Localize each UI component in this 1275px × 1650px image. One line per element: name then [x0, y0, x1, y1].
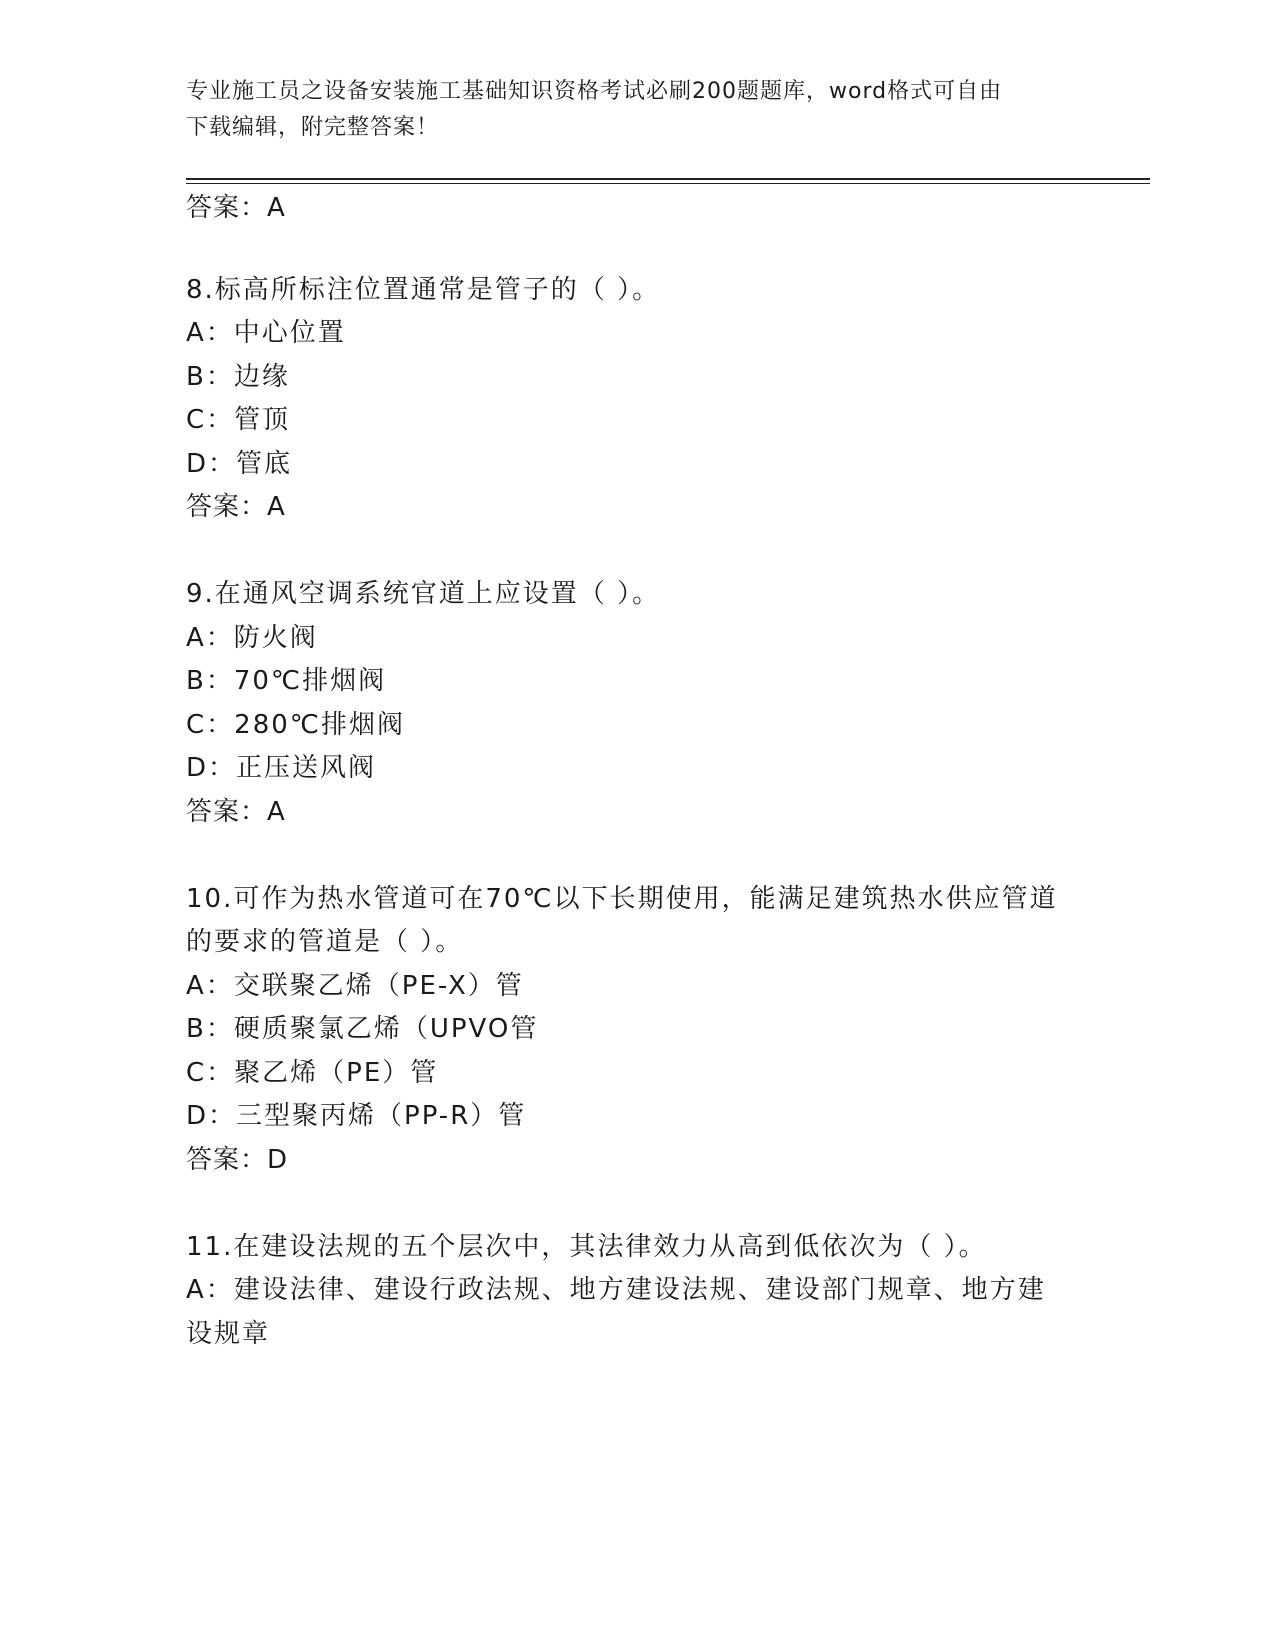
question-stem: 8.标高所标注位置通常是管子的（ ）。 — [186, 275, 661, 305]
answer-line: 答案：D — [186, 1145, 289, 1175]
question-stem: 11.在建设法规的五个层次中，其法律效力从高到低依次为（ ）。 — [186, 1232, 987, 1262]
option-d: D：三型聚丙烯（PP-R）管 — [186, 1101, 527, 1131]
option-a: A：建设法律、建设行政法规、地方建设法规、建设部门规章、地方建 — [186, 1275, 1046, 1305]
option-b: B：硬质聚氯乙烯（UPVO管 — [186, 1014, 539, 1044]
header-rule-thin — [186, 183, 1150, 184]
option-c: C：聚乙烯（PE）管 — [186, 1058, 439, 1088]
option-d: D：正压送风阀 — [186, 753, 377, 783]
answer-line: 答案：A — [186, 193, 286, 223]
option-a: A：中心位置 — [186, 318, 346, 348]
question-stem: 9.在通风空调系统官道上应设置（ ）。 — [186, 579, 661, 609]
header-line-2: 下载编辑，附完整答案！ — [186, 115, 440, 140]
option-a: A：交联聚乙烯（PE-X）管 — [186, 971, 524, 1001]
option-a-continued: 设规章 — [186, 1319, 271, 1349]
option-a: A：防火阀 — [186, 623, 318, 653]
answer-line: 答案：A — [186, 492, 286, 522]
option-c: C：280℃排烟阀 — [186, 710, 405, 740]
option-c: C：管顶 — [186, 405, 291, 435]
question-stem: 10.可作为热水管道可在70℃以下长期使用，能满足建筑热水供应管道 — [186, 884, 1058, 914]
answer-line: 答案：A — [186, 797, 286, 827]
document-header — [186, 74, 1066, 146]
question-stem-continued: 的要求的管道是（ ）。 — [186, 927, 464, 957]
header-rule-thick — [186, 178, 1150, 180]
header-line-1: 专业施工员之设备安装施工基础知识资格考试必刷200题题库，word格式可自由 — [186, 79, 1003, 104]
option-b: B：边缘 — [186, 362, 290, 392]
option-d: D：管底 — [186, 449, 293, 479]
option-b: B：70℃排烟阀 — [186, 666, 387, 696]
